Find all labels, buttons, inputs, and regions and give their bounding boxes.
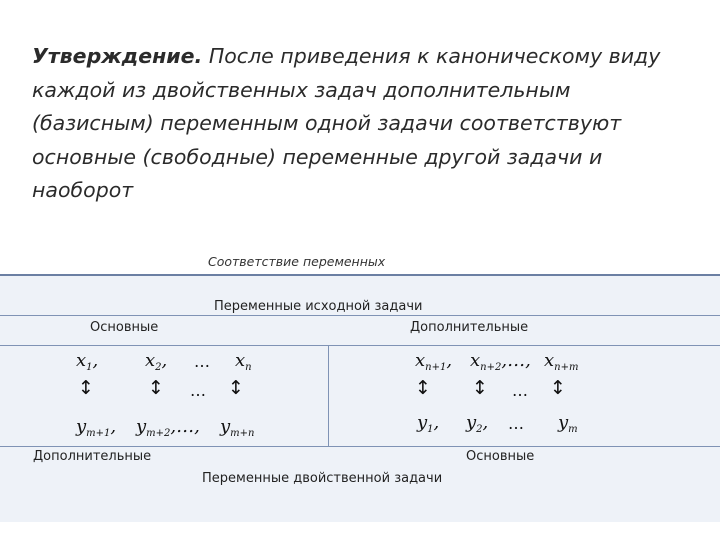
statement-title: Утверждение. <box>32 44 203 68</box>
var-xn1: $x_{n+1}$, <box>415 350 453 373</box>
ellipsis: … <box>194 352 210 371</box>
var-ym1: $y_{m+1}$, <box>76 416 117 439</box>
ellipsis: … <box>508 414 524 433</box>
table-top-border <box>0 274 720 276</box>
statement-text <box>32 40 672 208</box>
updown-arrow-icon: ↕ <box>148 377 164 399</box>
table-divider-3 <box>0 446 720 447</box>
table-divider-2 <box>0 345 720 346</box>
table-divider-1 <box>0 315 720 316</box>
var-ymn: $y_{m+n}$ <box>220 416 255 439</box>
left-top-label: Основные <box>90 320 159 335</box>
updown-arrow-icon: ↕ <box>228 377 244 399</box>
right-bottom-label: Основные <box>466 449 535 464</box>
updown-arrow-icon: ↕ <box>78 377 94 399</box>
left-bottom-label: Дополнительные <box>33 449 152 464</box>
original-problem-header: Переменные исходной задачи <box>214 299 423 314</box>
ellipsis: … <box>512 381 528 400</box>
right-top-label: Дополнительные <box>410 320 529 335</box>
var-xnm: $x_{n+m}$ <box>544 350 579 373</box>
var-y1: $y_1$, <box>417 412 440 435</box>
var-xn2: $x_{n+2},\dots$, <box>470 350 531 373</box>
updown-arrow-icon: ↕ <box>415 377 431 399</box>
statement-body: После приведения к каноническому виду каждой из двойственных задач дополнительным (базисным) переменным одной задачи соответствуют основные (свободные) переменные другой задачи и наоборот <box>32 44 661 202</box>
var-x1: $x_1$, <box>76 350 99 373</box>
var-x2: $x_2$, <box>145 350 168 373</box>
table-column-divider <box>328 346 329 446</box>
updown-arrow-icon: ↕ <box>550 377 566 399</box>
var-ym: $y_m$ <box>558 412 578 435</box>
var-ym2: $y_{m+2},\dots$, <box>136 416 200 439</box>
updown-arrow-icon: ↕ <box>472 377 488 399</box>
var-xn: $x_n$ <box>235 350 252 373</box>
dual-problem-header: Переменные двойственной задачи <box>202 471 443 486</box>
table-caption: Соответствие переменных <box>208 254 386 269</box>
var-y2: $y_2$, <box>466 412 489 435</box>
ellipsis: … <box>190 381 206 400</box>
